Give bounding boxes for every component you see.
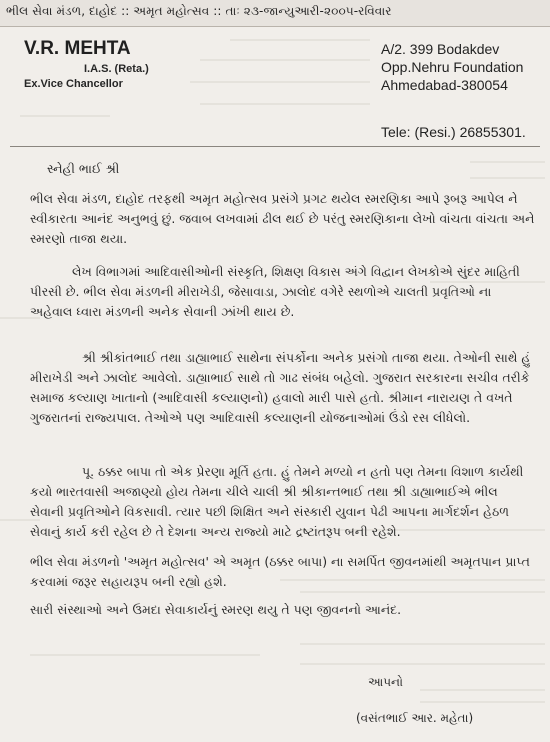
sender-name: V.R. MEHTA bbox=[24, 38, 131, 59]
header-banner bbox=[0, 0, 550, 27]
letter-paragraph: પૂ. ઠક્કર બાપા તો એક પ્રેરણા મૂર્તિ હતા. હું તેમને મળ્યો ન હતો પણ તેમના વિશાળ કાર્યથી કયો ભારતવાસી અજાણ્યો હોય તેમના ચીલે ચાલી શ્રી શ્રીકાન્તભાઈ તથા શ્રી ડાહ્યાભાઈએ ભીલ સેવાની પ્રવૃતિઓને વિકસાવી. ત્યાર પછી શિક્ષિત અને સંસ્કારી યુવાન પેઢી આપના માર્ગદર્શન હેઠળ સેવાનું કાર્ય કરી રહેલ છે તે દેશના અન્ય રાજ્યો માટે દ્રષ્ટાંતરૂપ બની રહેશે. bbox=[30, 464, 524, 539]
letter-paragraph: શ્રી શ્રીકાંતભાઈ તથા ડાહ્યાભાઈ સાથેના સંપર્કોના અનેક પ્રસંગો તાજા થયા. તેઓની સાથે હું મીરાખેડી અને ઝાલોદ આવેલો. ડાહ્યાભાઈ સાથે તો ગાઢ સંબંધ બહેલો. ગુજરાત સરકારના સચીવ તરીકે સમાજ કલ્યાણ ખાતાનો (આદિવાસી કલ્યાણનો) હવાલો મારી પાસે હતો. શ્રીમાન નારાયણ તે વખતે ગુજરાતનાં રાજ્યપાલ. તેઓએ પણ આદિવાસી કલ્યાણની યોજનાઓમાં ઉંડો રસ લીધેલો. bbox=[30, 350, 531, 425]
sender-qualification: I.A.S. (Reta.) bbox=[84, 63, 149, 75]
letterhead-divider bbox=[10, 146, 540, 147]
letter-greeting: સ્નેહી ભાઈ શ્રી bbox=[47, 161, 120, 176]
sender-address bbox=[381, 40, 523, 94]
letterhead-left bbox=[24, 38, 149, 90]
address-line: Ahmedabad-380054 bbox=[381, 77, 508, 93]
sender-position: Ex.Vice Chancellor bbox=[24, 78, 123, 90]
letter-paragraph: લેખ વિભાગમાં આદિવાસીઓની સંસ્કૃતિ, શિક્ષણ વિકાસ અંગે વિદ્વાન લેખકોએ સુંદર માહિતી પીરસી છે. ભીલ સેવા મંડળની મીરાખેડી, જેસાવાડા, ઝાલોદ વગેરે સ્થળોએ ચાલતી પ્રવૃતિઓ ના અહેવાલ ધ્વારા મંડળની અનેક સેવાની ઝાંખી થાય છે. bbox=[30, 264, 520, 319]
signature-name: (વસંતભાઈ આર. મહેતા) bbox=[356, 711, 474, 725]
address-line: Opp.Nehru Foundation bbox=[381, 59, 524, 75]
letter-paragraph: સારી સંસ્થાઓ અને ઉમદા સેવાકાર્યનું સ્મરણ થયુ તે પણ જીવનનો આનંદ. bbox=[30, 602, 402, 617]
letter-paragraph: ભીલ સેવા મંડળ, દાહોદ તરફથી અમૃત મહોત્સવ પ્રસંગે પ્રગટ થયેલ સ્મરણિકા આપે રૂબરૂ આપેલ ને સ્વીકારતા આનંદ અનુભવું છું. જવાબ લખવામાં ઢીલ થઈ છે પરંતુ સ્મરણિકાના લેખો વાંચતા વાંચતા અને સ્મરણો તાજા થયા. bbox=[30, 191, 535, 246]
letter-closing: આપનો bbox=[368, 675, 403, 689]
header-banner-text: ભીલ સેવા મંડળ, દાહોદ :: અમૃત મહોત્સવ :: તાઃ ૨૩-જાન્યુઆરી-૨૦૦૫-રવિવાર bbox=[6, 4, 392, 18]
letter-paragraph: ભીલ સેવા મંડળનો 'અમૃત મહોત્સવ' એ અમૃત (ઠક્કર બાપા) ના સમર્પિત જીવનમાંથી અમૃતપાન પ્રાપ્ત કરવામાં જરૂર સહાયરૂપ બની રહ્યો હશે. bbox=[30, 554, 530, 589]
address-line: A/2. 399 Bodakdev bbox=[381, 41, 500, 57]
sender-telephone: Tele: (Resi.) 26855301. bbox=[381, 124, 526, 140]
